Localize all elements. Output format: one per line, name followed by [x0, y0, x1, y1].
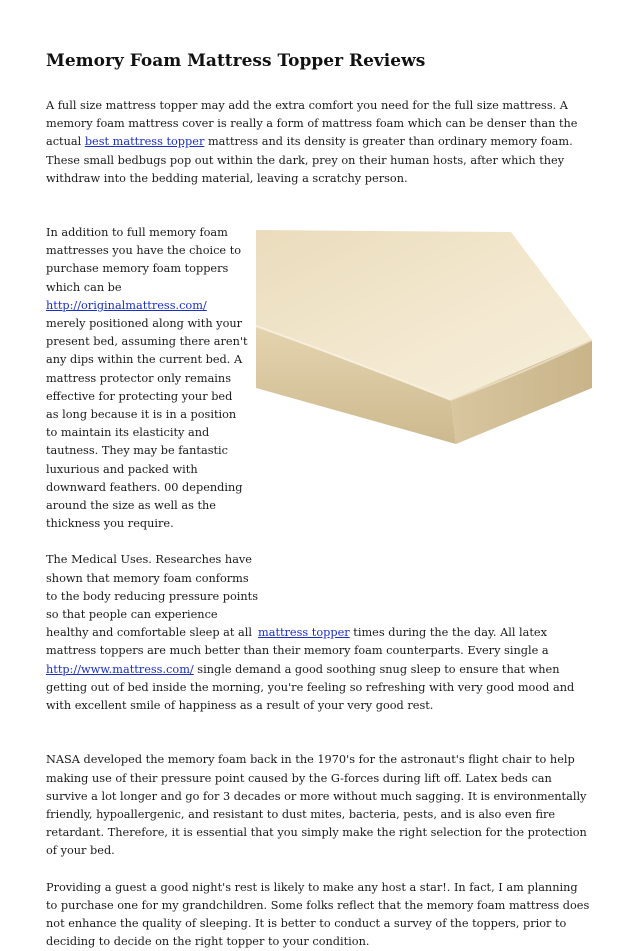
- paragraph-text: merely positioned along with your present bed, assuming there aren't any dips within the current bed. A mattress protector only remains effective for protecting your bed as long because it is in a position to maintain its elasticity and tautness. They may be fantastic luxurious and packed with downward feathers. 00 depending around the size as well as the thickness you require.: [46, 317, 248, 531]
- best-mattress-topper-link[interactable]: best mattress topper: [84, 135, 205, 149]
- mattress-topper-image: [256, 230, 592, 498]
- paragraph-text: The Medical Uses. Researches have shown that memory foam conforms to the body reducing pressure points so that people can experience healthy and comfortable sleep at all: [46, 553, 259, 640]
- paragraph-text: times during the the day. All latex mattress toppers are much better than their memory foam counterparts. Every single a: [46, 626, 549, 658]
- paragraph-text: In addition to full memory foam mattresses you have the choice to purchase memory foam toppers which can be: [46, 226, 242, 294]
- mattress-com-link[interactable]: http://www.mattress.com/: [46, 662, 194, 676]
- content-with-image: [46, 224, 592, 715]
- paragraph-text: A full size mattress topper may add the extra comfort you need for the full size mattress. A memory foam mattress cover is really a form of mattress foam which can be denser than the actual: [46, 99, 578, 149]
- paragraph-intro: [46, 97, 592, 188]
- paragraph-text: mattress and its density is greater than ordinary memory foam. These small bedbugs pop out within the dark, prey on their human hosts, after which they withdraw into the bedding material, leaving a scratchy person.: [46, 135, 573, 185]
- paragraph-guest: Providing a guest a good night's rest is likely to make any host a star!. In fact, I am planning to purchase one for my grandchildren. Some folks reflect that the memory foam mattress does not enhance the quality of sleeping. It is better to conduct a survey of the toppers, prior to deciding to decide on the right topper to your condition.: [46, 880, 590, 949]
- paragraph-text: single demand a good soothing snug sleep to ensure that when getting out of bed inside the morning, you're feeling so refreshing with very good mood and with excellent smile of happiness as a result of your very good rest.: [46, 662, 575, 713]
- originalmattress-link[interactable]: http://originalmattress.com/: [46, 298, 207, 312]
- page-title: Memory Foam Mattress Topper Reviews: [46, 51, 426, 71]
- document-page: [46, 50, 592, 951]
- paragraph-nasa: NASA developed the memory foam back in the 1970's for the astronaut's flight chair to help making use of their pressure point caused by the G-forces during lift off. Latex beds can survive a lot longer and go for 3 decades or more without much sagging. It is environmentally friendly, hypoallergenic, and resistant to dust mites, bacteria, pests, and is also even fire retardant. Therefore, it is essential that you simply make the right selection for the protection of your bed.: [46, 753, 587, 858]
- mattress-topper-link[interactable]: mattress topper: [258, 626, 350, 640]
- paragraph-toppers: [46, 224, 258, 533]
- paragraph-medical-uses: [46, 551, 592, 715]
